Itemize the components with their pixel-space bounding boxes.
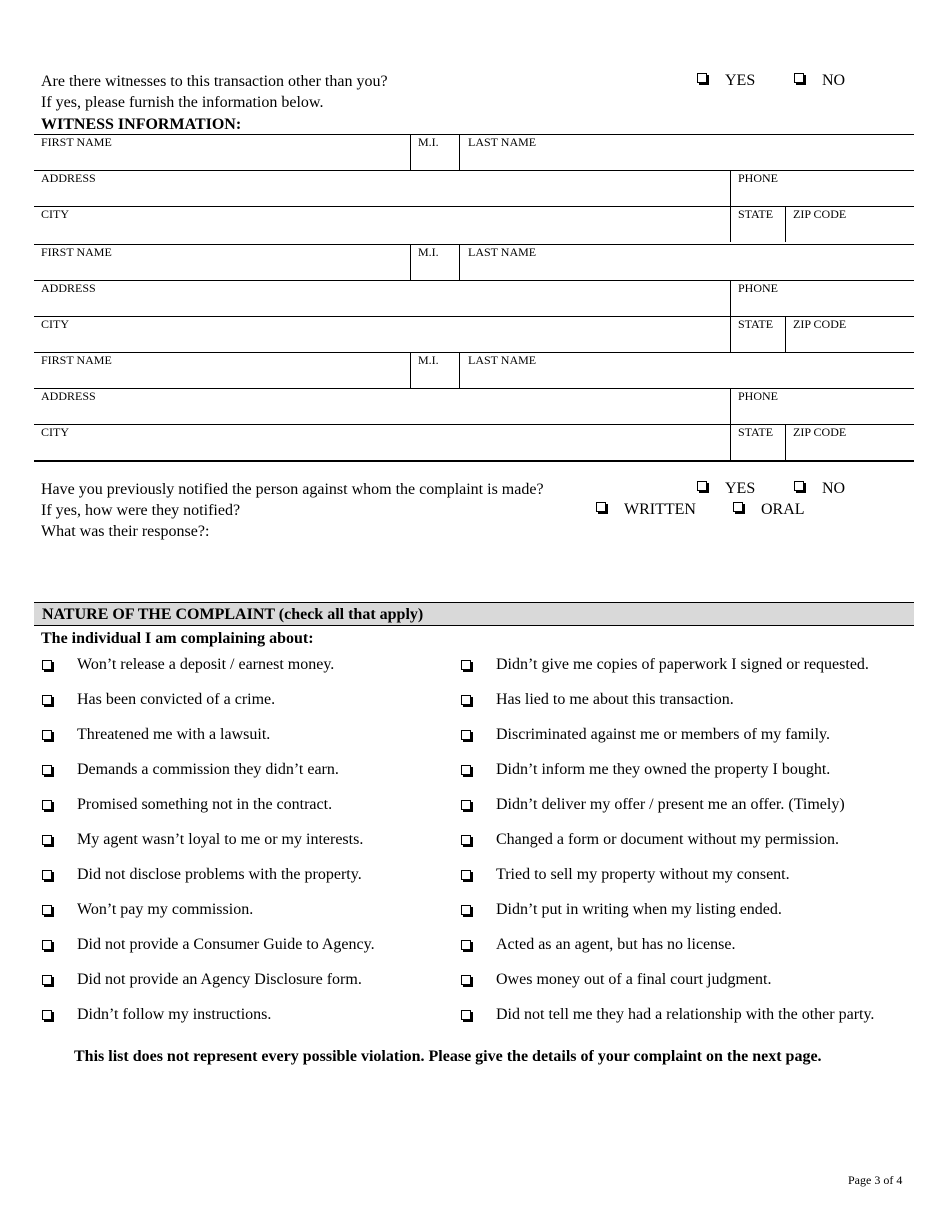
last-name-field-label[interactable]: LAST NAME <box>468 245 537 259</box>
complaint-right-item-label: Didn’t give me copies of paperwork I signed or requested. <box>496 656 869 673</box>
address-field-label[interactable]: ADDRESS <box>41 171 96 185</box>
complaint-left-item-label: Didn’t follow my instructions. <box>77 1006 272 1023</box>
complaint-right-item-label: Tried to sell my property without my consent. <box>496 866 790 883</box>
checkbox-icon[interactable] <box>42 695 52 705</box>
checkbox-icon[interactable] <box>42 1010 52 1020</box>
checkbox-icon[interactable] <box>697 481 707 491</box>
nature-section-header <box>34 602 914 626</box>
response-question[interactable]: What was their response?: <box>41 523 210 540</box>
complaint-right-item-label: Acted as an agent, but has no license. <box>496 936 736 953</box>
complaint-left-item-label: Promised something not in the contract. <box>77 796 333 813</box>
mi-field-label[interactable]: M.I. <box>418 353 439 367</box>
complaint-left-item-label: Did not provide an Agency Disclosure form. <box>77 971 362 988</box>
checkbox-icon[interactable] <box>461 835 471 845</box>
table-divider <box>785 424 786 460</box>
checkbox-icon[interactable] <box>42 940 52 950</box>
checkbox-icon[interactable] <box>461 695 471 705</box>
complaint-right-item-label: Changed a form or document without my permission. <box>496 831 840 848</box>
written-option[interactable]: WRITTEN <box>596 500 696 520</box>
checkbox-icon[interactable] <box>461 870 471 880</box>
page-number: Page 3 of 4 <box>848 1173 903 1187</box>
complaint-right-item-label: Has lied to me about this transaction. <box>496 691 734 708</box>
oral-option[interactable]: ORAL <box>733 500 805 520</box>
mi-field-label[interactable]: M.I. <box>418 245 439 259</box>
complaint-right-item-label: Discriminated against me or members of my family. <box>496 726 830 743</box>
checkbox-icon[interactable] <box>461 940 471 950</box>
checkbox-icon[interactable] <box>461 730 471 740</box>
address-field-label[interactable]: ADDRESS <box>41 389 96 403</box>
notified-yes-option[interactable]: YES <box>697 479 755 499</box>
checkbox-icon[interactable] <box>42 835 52 845</box>
table-divider <box>730 280 731 352</box>
city-field-label[interactable]: CITY <box>41 317 69 331</box>
complaint-left-item-label: Has been convicted of a crime. <box>77 691 276 708</box>
checkbox-icon[interactable] <box>794 73 804 83</box>
witness-yes-option[interactable]: YES <box>697 71 755 91</box>
complaint-left-item-label: Threatened me with a lawsuit. <box>77 726 271 743</box>
complaint-right-item-label: Didn’t deliver my offer / present me an offer. (Timely) <box>496 796 845 813</box>
table-divider <box>410 134 411 170</box>
checkbox-icon[interactable] <box>461 1010 471 1020</box>
nature-subtitle: The individual I am complaining about: <box>41 630 314 647</box>
checkbox-icon[interactable] <box>794 481 804 491</box>
checkbox-icon[interactable] <box>461 660 471 670</box>
table-divider <box>459 352 460 388</box>
first-name-field-label[interactable]: FIRST NAME <box>41 135 112 149</box>
first-name-field-label[interactable]: FIRST NAME <box>41 245 112 259</box>
checkbox-icon[interactable] <box>697 73 707 83</box>
witness-question: Are there witnesses to this transaction other than you? <box>41 73 388 90</box>
table-rule <box>34 460 914 462</box>
checkbox-icon[interactable] <box>42 730 52 740</box>
city-field-label[interactable]: CITY <box>41 425 69 439</box>
last-name-field-label[interactable]: LAST NAME <box>468 353 537 367</box>
complaint-left-item-label: Won’t pay my commission. <box>77 901 254 918</box>
table-rule <box>34 170 914 171</box>
table-rule <box>34 206 914 207</box>
complaint-left-item-label: Did not disclose problems with the property. <box>77 866 362 883</box>
witness-no-option[interactable]: NO <box>794 71 845 91</box>
phone-field-label[interactable]: PHONE <box>738 281 779 295</box>
table-rule <box>34 388 914 389</box>
zip-field-label[interactable]: ZIP CODE <box>793 207 847 221</box>
zip-field-label[interactable]: ZIP CODE <box>793 425 847 439</box>
checkbox-icon[interactable] <box>461 975 471 985</box>
notified-no-option[interactable]: NO <box>794 479 845 499</box>
complaint-right-item-label: Did not tell me they had a relationship with the other party. <box>496 1006 875 1023</box>
table-divider <box>730 170 731 242</box>
checkbox-icon[interactable] <box>461 905 471 915</box>
complaint-left-item-label: Demands a commission they didn’t earn. <box>77 761 339 778</box>
table-divider <box>730 388 731 460</box>
phone-field-label[interactable]: PHONE <box>738 389 779 403</box>
notified-question: Have you previously notified the person against whom the complaint is made? <box>41 481 544 498</box>
checkbox-icon[interactable] <box>42 660 52 670</box>
complaint-left-item-label: My agent wasn’t loyal to me or my interests. <box>77 831 364 848</box>
complaint-left-item-label: Won’t release a deposit / earnest money. <box>77 656 335 673</box>
table-divider <box>410 352 411 388</box>
complaint-right-item-label: Owes money out of a final court judgment. <box>496 971 772 988</box>
checkbox-icon[interactable] <box>733 502 743 512</box>
table-divider <box>410 244 411 280</box>
mi-field-label[interactable]: M.I. <box>418 135 439 149</box>
address-field-label[interactable]: ADDRESS <box>41 281 96 295</box>
table-divider <box>785 206 786 242</box>
first-name-field-label[interactable]: FIRST NAME <box>41 353 112 367</box>
checkbox-icon[interactable] <box>42 765 52 775</box>
table-rule <box>34 280 914 281</box>
checkbox-icon[interactable] <box>461 800 471 810</box>
checkbox-icon[interactable] <box>42 870 52 880</box>
table-rule <box>34 316 914 317</box>
notified-how-question: If yes, how were they notified? <box>41 502 241 519</box>
last-name-field-label[interactable]: LAST NAME <box>468 135 537 149</box>
city-field-label[interactable]: CITY <box>41 207 69 221</box>
complaint-left-item-label: Did not provide a Consumer Guide to Agency. <box>77 936 375 953</box>
state-field-label[interactable]: STATE <box>738 425 774 439</box>
checkbox-icon[interactable] <box>42 975 52 985</box>
checkbox-icon[interactable] <box>596 502 606 512</box>
complaint-right-item-label: Didn’t put in writing when my listing ended. <box>496 901 782 918</box>
nature-title: NATURE OF THE COMPLAINT (check all that apply) <box>42 606 424 623</box>
footer-note: This list does not represent every possible violation. Please give the details of your complaint on the next page. <box>74 1048 822 1065</box>
state-field-label[interactable]: STATE <box>738 207 774 221</box>
checkbox-icon[interactable] <box>42 800 52 810</box>
state-field-label[interactable]: STATE <box>738 317 774 331</box>
table-divider <box>785 316 786 352</box>
phone-field-label[interactable]: PHONE <box>738 171 779 185</box>
table-divider <box>459 244 460 280</box>
zip-field-label[interactable]: ZIP CODE <box>793 317 847 331</box>
table-rule <box>34 424 914 425</box>
checkbox-icon[interactable] <box>461 765 471 775</box>
table-divider <box>459 134 460 170</box>
witness-heading: WITNESS INFORMATION: <box>41 116 242 133</box>
witness-instruction: If yes, please furnish the information below. <box>41 94 324 111</box>
complaint-right-item-label: Didn’t inform me they owned the property I bought. <box>496 761 831 778</box>
checkbox-icon[interactable] <box>42 905 52 915</box>
